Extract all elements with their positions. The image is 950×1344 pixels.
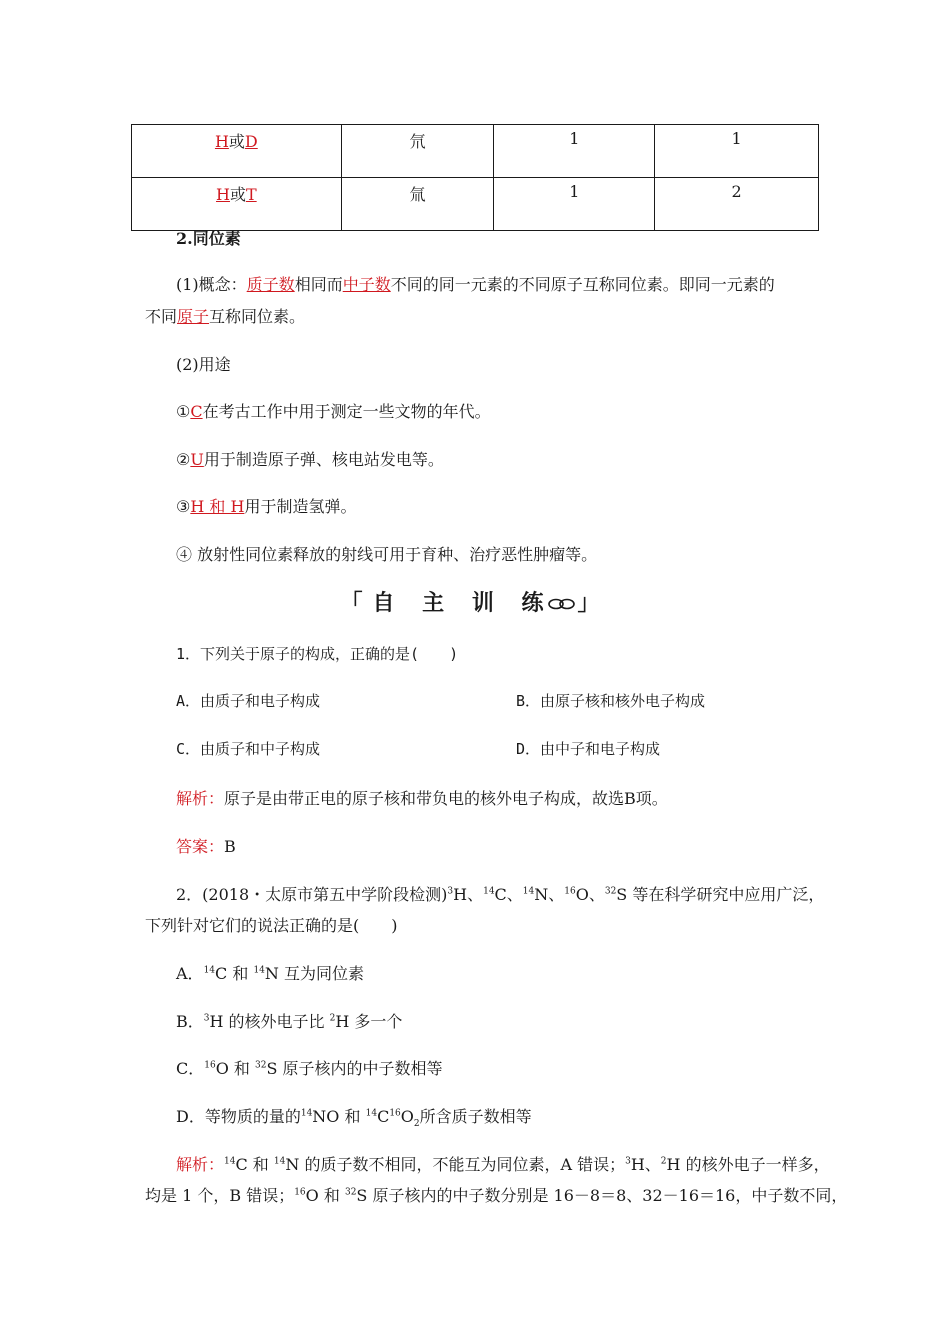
q2-analysis-line-2: 均是 1 个，B 错误；$^{16}$O 和 $^{32}$S 原子核内的中子数分别是 16－8＝8、32－16＝16，中子数不同，: [145, 1186, 848, 1205]
use-1: ①C在考古工作中用于测定一些文物的年代。: [176, 402, 491, 421]
name-cell: 氚: [341, 178, 494, 231]
q2-option-b: B．$^3$H 的核外电子比 $^2$H 多一个: [176, 1012, 403, 1031]
q2-analysis-line-1: 解析：$^{14}$C 和 $^{14}$N 的质子数不相同，不能互为同位素，A 错误；$^3$H、$^2$H 的核外电子一样多，: [176, 1155, 830, 1174]
table-row: [132, 178, 819, 231]
q1-option-a: A．由质子和电子构成: [176, 692, 321, 710]
symbol-cell: H或T: [132, 178, 342, 231]
q1-stem: 1．下列关于原子的构成，正确的是( ): [176, 645, 459, 663]
q2-option-a: A．$^{14}$C 和 $^{14}$N 互为同位素: [176, 964, 364, 983]
q2-stem-line-1: 2．(2018・太原市第五中学阶段检测)$^3$H、$^{14}$C、$^{14}$N、$^{16}$O、$^{32}$S 等在科学研究中应用广泛，: [176, 885, 825, 904]
table-row: [132, 125, 819, 178]
use-heading: (2)用途: [176, 355, 231, 374]
symbol-cell: H或D: [132, 125, 342, 178]
section-title: 「自 主 训 练 」: [340, 590, 610, 616]
concept-line-1: (1)概念：质子数相同而中子数不同的同一元素的不同原子互称同位素。即同一元素的: [176, 275, 775, 294]
use-4: ④ 放射性同位素释放的射线可用于育种、治疗恶性肿瘤等。: [176, 545, 598, 564]
q1-option-b: B．由原子核和核外电子构成: [516, 692, 706, 710]
name-cell: 氘: [341, 125, 494, 178]
neutron-cell: 1: [655, 125, 819, 178]
proton-cell: 1: [494, 178, 655, 231]
isotope-heading: 2.同位素: [176, 229, 241, 248]
proton-cell: 1: [494, 125, 655, 178]
q2-stem-line-2: 下列针对它们的说法正确的是( ): [145, 916, 398, 935]
q1-option-d: D．由中子和电子构成: [516, 740, 661, 758]
use-3: ③H 和 H用于制造氢弹。: [176, 497, 357, 516]
q1-analysis: 解析：原子是由带正电的原子核和带负电的核外电子构成，故选B项。: [176, 789, 668, 808]
q1-answer: 答案：B: [176, 837, 236, 856]
decoration-icon: [547, 596, 577, 612]
use-2: ②U用于制造原子弹、核电站发电等。: [176, 450, 444, 469]
q1-option-c: C．由质子和中子构成: [176, 740, 321, 758]
isotope-table: [131, 124, 819, 231]
q2-option-c: C．$^{16}$O 和 $^{32}$S 原子核内的中子数相等: [176, 1059, 443, 1078]
neutron-cell: 2: [655, 178, 819, 231]
q2-option-d: D．等物质的量的$^{14}$NO 和 $^{14}C^{16}O_2$所含质子数相等: [176, 1107, 532, 1130]
concept-line-2: 不同原子互称同位素。: [145, 307, 306, 326]
